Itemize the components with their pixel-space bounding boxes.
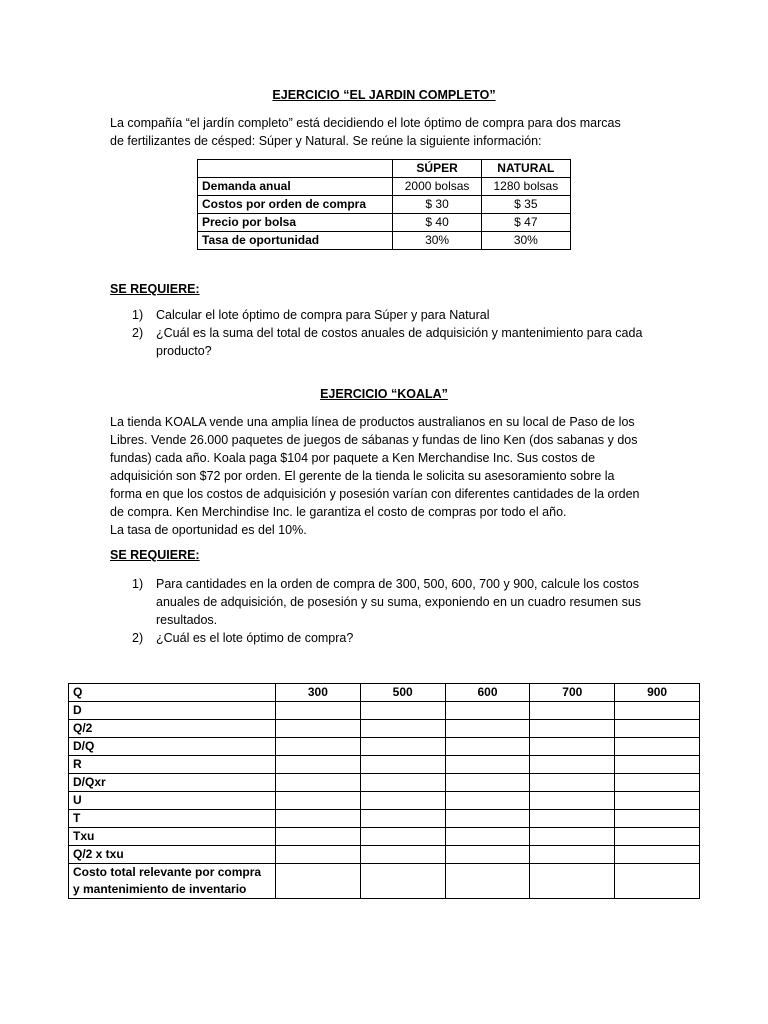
- empty-cell: [615, 774, 700, 792]
- row-label: U: [69, 792, 276, 810]
- empty-cell: [360, 720, 445, 738]
- intro-line: Libres. Vende 26.000 paquetes de juegos de sábanas y fundas de lino Ken (dos sabanas y dos: [110, 433, 638, 447]
- empty-cell: [276, 846, 361, 864]
- column-header-super: SÚPER: [393, 160, 481, 178]
- empty-cell: [445, 792, 530, 810]
- empty-cell: [530, 864, 615, 899]
- table-row: [69, 864, 700, 899]
- table-row: [69, 792, 700, 810]
- empty-cell: [530, 756, 615, 774]
- empty-cell: [530, 846, 615, 864]
- empty-cell: [360, 846, 445, 864]
- empty-cell: [360, 828, 445, 846]
- empty-cell: [445, 810, 530, 828]
- empty-cell: [530, 792, 615, 810]
- empty-cell: [276, 702, 361, 720]
- empty-cell: [276, 864, 361, 899]
- empty-cell: [276, 756, 361, 774]
- table-row: [198, 232, 571, 250]
- intro-line: forma en que los costos de adquisición y posesión varían con diferentes cantidades de la orden: [110, 487, 640, 501]
- row-label-total-cost: [69, 864, 276, 899]
- empty-cell: [276, 738, 361, 756]
- empty-cell: [615, 828, 700, 846]
- item-line: ¿Cuál es la suma del total de costos anuales de adquisición y mantenimiento para cada: [156, 326, 643, 340]
- q-header-cell: Q: [69, 684, 276, 702]
- cell-super: $ 30: [393, 196, 481, 214]
- item-line: Calcular el lote óptimo de compra para Súper y para Natural: [156, 308, 490, 322]
- empty-cell: [615, 810, 700, 828]
- row-label: Demanda anual: [198, 178, 393, 196]
- intro-line: de fertilizantes de césped: Súper y Natural. Se reúne la siguiente información:: [110, 134, 542, 148]
- table-row: [69, 828, 700, 846]
- row-label: Tasa de oportunidad: [198, 232, 393, 250]
- cell-super: 2000 bolsas: [393, 178, 481, 196]
- table-row: [69, 756, 700, 774]
- requirements-list-1: [110, 306, 670, 360]
- empty-cell: [615, 792, 700, 810]
- intro-line: de compra. Ken Merchindise Inc. le garantiza el costo de compras por todo el año.: [110, 505, 567, 519]
- table-row: [69, 774, 700, 792]
- empty-cell: [445, 756, 530, 774]
- row-label: Txu: [69, 828, 276, 846]
- empty-cell: [276, 774, 361, 792]
- quantity-header-300: 300: [276, 684, 361, 702]
- table-header-row: [69, 684, 700, 702]
- row-label: Q/2: [69, 720, 276, 738]
- table-row: [198, 196, 571, 214]
- exercise-2-intro: [110, 413, 670, 539]
- item-number: 2): [132, 326, 144, 340]
- empty-cell: [360, 702, 445, 720]
- empty-cell: [530, 702, 615, 720]
- empty-cell: [530, 828, 615, 846]
- empty-cell: [360, 774, 445, 792]
- empty-cell: [276, 720, 361, 738]
- empty-cell: [615, 702, 700, 720]
- empty-cell: [615, 846, 700, 864]
- empty-cell: [276, 828, 361, 846]
- row-label-line: Costo total relevante por compra: [73, 865, 262, 879]
- row-label: D: [69, 702, 276, 720]
- empty-cell: [276, 810, 361, 828]
- cell-natural: 1280 bolsas: [481, 178, 570, 196]
- empty-cell: [445, 846, 530, 864]
- koala-summary-table: [68, 683, 700, 899]
- intro-line: La compañía “el jardín completo” está decidiendo el lote óptimo de compra para dos marcas: [110, 116, 621, 130]
- empty-cell: [615, 864, 700, 899]
- row-label: Costos por orden de compra: [198, 196, 393, 214]
- item-number: 2): [132, 631, 144, 645]
- intro-line: fundas) cada año. Koala paga $104 por paquete a Ken Merchandise Inc. Sus costos de: [110, 451, 596, 465]
- empty-cell: [615, 738, 700, 756]
- quantity-header-600: 600: [445, 684, 530, 702]
- empty-cell: [445, 702, 530, 720]
- table-corner-cell: [198, 160, 393, 178]
- table-row: [198, 214, 571, 232]
- table-row: [198, 178, 571, 196]
- empty-cell: [360, 810, 445, 828]
- row-label: D/Q: [69, 738, 276, 756]
- empty-cell: [530, 774, 615, 792]
- item-line: producto?: [156, 344, 212, 358]
- exercise-1-title: EJERCICIO “EL JARDIN COMPLETO”: [272, 88, 496, 102]
- requirements-heading-2: SE REQUIERE:: [110, 548, 200, 562]
- table-row: [69, 720, 700, 738]
- row-label: Q/2 x txu: [69, 846, 276, 864]
- list-item: [110, 629, 670, 647]
- item-number: 1): [132, 577, 144, 591]
- empty-cell: [615, 720, 700, 738]
- item-line: resultados.: [156, 613, 218, 627]
- item-line: Para cantidades en la orden de compra de 300, 500, 600, 700 y 900, calcule los costos: [156, 577, 639, 591]
- requirements-heading-1: SE REQUIERE:: [110, 282, 200, 296]
- fertilizer-table: [197, 159, 571, 250]
- row-label: Precio por bolsa: [198, 214, 393, 232]
- empty-cell: [360, 756, 445, 774]
- column-header-natural: NATURAL: [481, 160, 570, 178]
- row-label: D/Qxr: [69, 774, 276, 792]
- quantity-header-700: 700: [530, 684, 615, 702]
- list-item: [110, 324, 670, 360]
- empty-cell: [360, 792, 445, 810]
- empty-cell: [530, 720, 615, 738]
- empty-cell: [615, 756, 700, 774]
- requirements-list-2: [110, 575, 670, 647]
- empty-cell: [445, 774, 530, 792]
- list-item: [110, 306, 670, 324]
- intro-line: La tienda KOALA vende una amplia línea de productos australianos en su local de Paso de los: [110, 415, 635, 429]
- cell-super: 30%: [393, 232, 481, 250]
- list-item: [110, 575, 670, 629]
- item-line: anuales de adquisición, de posesión y su suma, exponiendo en un cuadro resumen sus: [156, 595, 642, 609]
- quantity-header-900: 900: [615, 684, 700, 702]
- empty-cell: [530, 810, 615, 828]
- empty-cell: [530, 738, 615, 756]
- table-row: [69, 702, 700, 720]
- cell-natural: $ 35: [481, 196, 570, 214]
- table-row: [69, 846, 700, 864]
- table-row: [69, 810, 700, 828]
- cell-natural: $ 47: [481, 214, 570, 232]
- cell-super: $ 40: [393, 214, 481, 232]
- row-label-line: y mantenimiento de inventario: [73, 882, 247, 896]
- table-row: [69, 738, 700, 756]
- empty-cell: [445, 864, 530, 899]
- intro-line: La tasa de oportunidad es del 10%.: [110, 523, 307, 537]
- item-number: 1): [132, 308, 144, 322]
- exercise-2-title: EJERCICIO “KOALA”: [320, 387, 448, 401]
- row-label: T: [69, 810, 276, 828]
- empty-cell: [360, 738, 445, 756]
- empty-cell: [276, 792, 361, 810]
- empty-cell: [445, 828, 530, 846]
- empty-cell: [445, 738, 530, 756]
- empty-cell: [360, 864, 445, 899]
- quantity-header-500: 500: [360, 684, 445, 702]
- intro-line: adquisición son $72 por orden. El gerente de la tienda le solicita su asesoramiento sobre la: [110, 469, 615, 483]
- exercise-1-intro: [110, 114, 670, 150]
- cell-natural: 30%: [481, 232, 570, 250]
- row-label: R: [69, 756, 276, 774]
- table-header-row: [198, 160, 571, 178]
- item-line: ¿Cuál es el lote óptimo de compra?: [156, 631, 354, 645]
- empty-cell: [445, 720, 530, 738]
